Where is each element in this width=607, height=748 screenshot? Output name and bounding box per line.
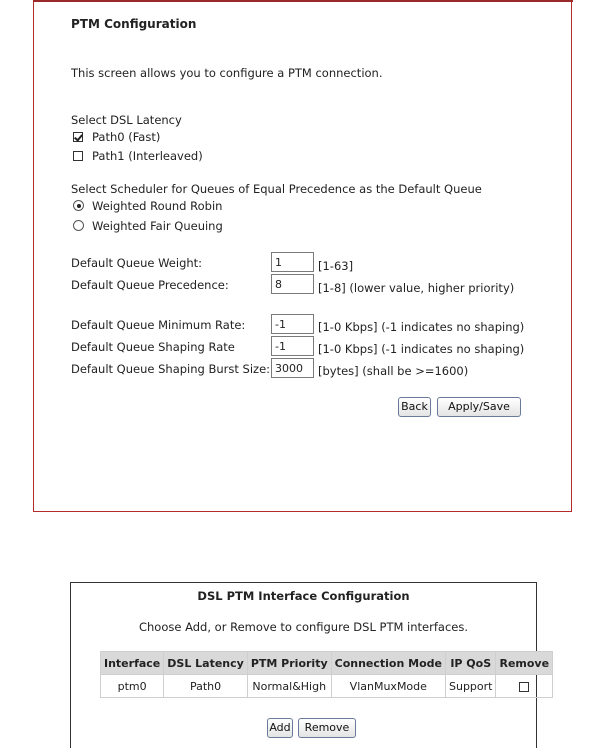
shaping-rate-input[interactable] xyxy=(271,336,314,356)
col-ip-qos: IP QoS xyxy=(445,652,495,675)
back-button[interactable]: Back xyxy=(398,397,431,417)
latency-label: Select DSL Latency xyxy=(71,113,182,127)
weight-label: Default Queue Weight: xyxy=(71,256,203,270)
col-dsl-latency: DSL Latency xyxy=(164,652,248,675)
interface-table xyxy=(100,651,553,698)
scheduler-label: Select Scheduler for Queues of Equal Precedence as the Default Queue xyxy=(71,182,482,196)
col-ptm-priority: PTM Priority xyxy=(247,652,331,675)
burst-label: Default Queue Shaping Burst Size: xyxy=(71,362,271,376)
cell-mode: VlanMuxMode xyxy=(331,675,445,698)
burst-hint: [bytes] (shall be >=1600) xyxy=(318,364,469,378)
shaping-rate-label: Default Queue Shaping Rate xyxy=(71,340,235,354)
path1-label: Path1 (Interleaved) xyxy=(92,149,203,163)
burst-input[interactable] xyxy=(271,358,314,378)
col-interface: Interface xyxy=(101,652,164,675)
wfq-label: Weighted Fair Queuing xyxy=(92,219,223,233)
precedence-hint: [1-8] (lower value, higher priority) xyxy=(318,281,515,295)
intro-text: This screen allows you to configure a PTM connection. xyxy=(71,66,383,80)
wrr-label: Weighted Round Robin xyxy=(92,199,223,213)
path0-label: Path0 (Fast) xyxy=(92,130,161,144)
col-remove: Remove xyxy=(496,652,553,675)
path1-checkbox[interactable] xyxy=(73,151,83,161)
min-rate-input[interactable] xyxy=(271,314,314,334)
weight-hint: [1-63] xyxy=(318,259,354,273)
page-title: PTM Configuration xyxy=(71,17,197,31)
precedence-input[interactable] xyxy=(271,274,314,294)
remove-checkbox[interactable] xyxy=(519,682,529,692)
cell-priority: Normal&High xyxy=(247,675,331,698)
dsl-intro: Choose Add, or Remove to configure DSL PTM interfaces. xyxy=(138,620,468,634)
wrr-radio[interactable] xyxy=(73,200,84,211)
table-header-row xyxy=(101,652,553,675)
path0-checkbox[interactable] xyxy=(73,132,83,142)
remove-button[interactable]: Remove xyxy=(298,718,356,738)
dsl-title: DSL PTM Interface Configuration xyxy=(197,589,410,603)
cell-latency: Path0 xyxy=(164,675,248,698)
cell-interface: ptm0 xyxy=(101,675,164,698)
wfq-radio[interactable] xyxy=(73,220,84,231)
shaping-rate-hint: [1-0 Kbps] (-1 indicates no shaping) xyxy=(318,342,525,356)
col-connection-mode: Connection Mode xyxy=(331,652,445,675)
add-button[interactable]: Add xyxy=(267,718,293,738)
weight-input[interactable] xyxy=(271,252,314,272)
min-rate-label: Default Queue Minimum Rate: xyxy=(71,318,246,332)
min-rate-hint: [1-0 Kbps] (-1 indicates no shaping) xyxy=(318,320,525,334)
cell-remove xyxy=(496,675,553,698)
table-row xyxy=(101,675,553,698)
precedence-label: Default Queue Precedence: xyxy=(71,278,229,292)
apply-save-button[interactable]: Apply/Save xyxy=(437,397,521,417)
cell-qos: Support xyxy=(445,675,495,698)
